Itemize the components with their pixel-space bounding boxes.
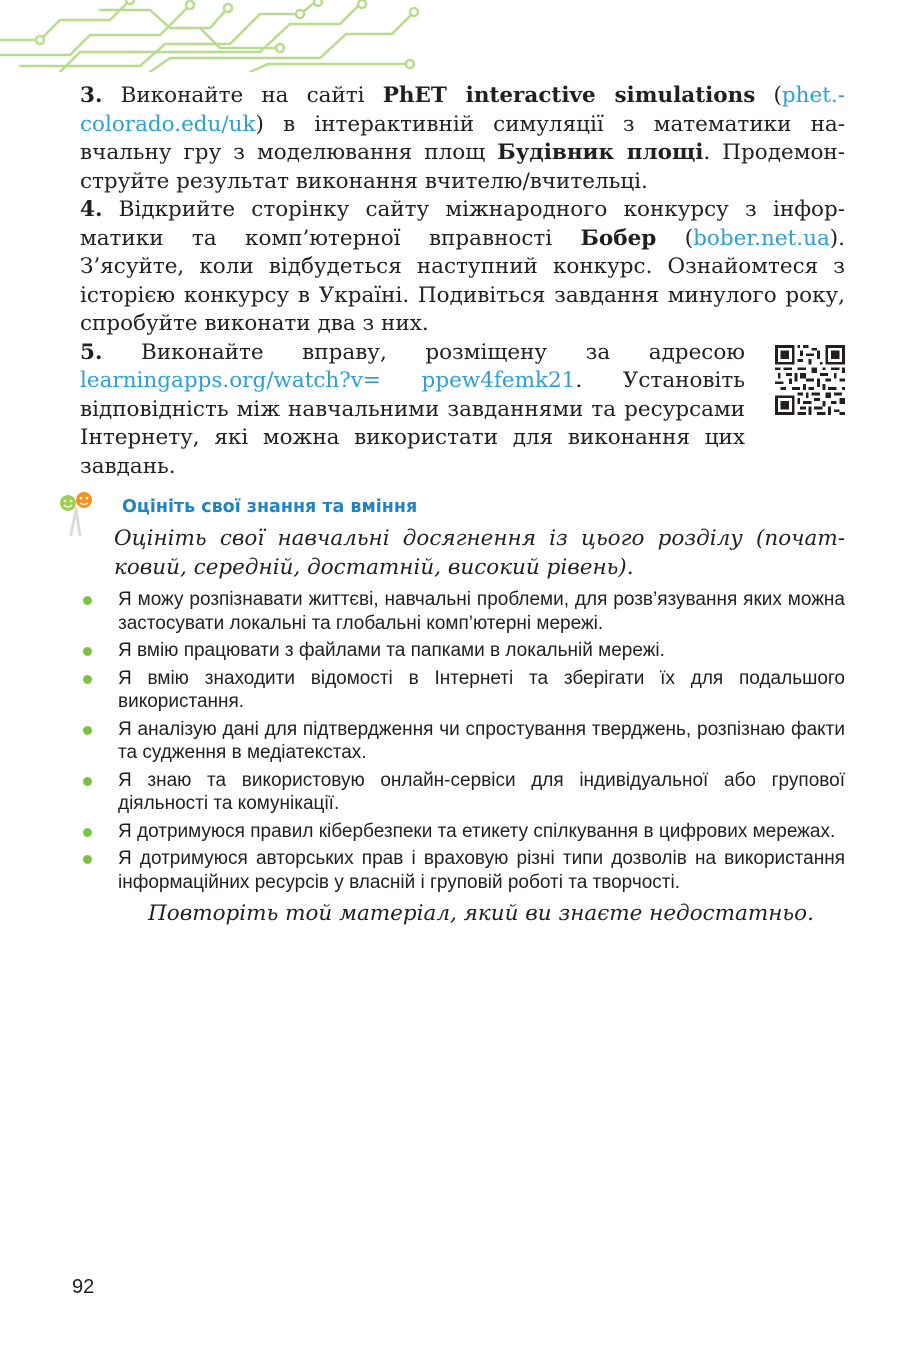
list-item-text: Я дотримуюся правил кібербезпеки та етикету спілкування в цифрових мережах. bbox=[118, 820, 836, 842]
bullet-icon bbox=[83, 828, 92, 837]
list-item bbox=[80, 588, 845, 635]
task-5 bbox=[80, 339, 745, 482]
list-item bbox=[80, 718, 845, 765]
list-item-text: Я вмію знаходити відомості в Інтернеті та зберігати їх для подальшого використання. bbox=[118, 667, 845, 712]
list-item bbox=[80, 769, 845, 816]
learningapps-link[interactable]: learningapps.org/watch?v= ppew4femk21 bbox=[80, 368, 576, 393]
bullet-icon bbox=[83, 647, 92, 656]
bullet-icon bbox=[83, 726, 92, 735]
task-number: 4. bbox=[80, 197, 103, 222]
bober-link[interactable]: bober.net.ua bbox=[693, 225, 830, 251]
list-item bbox=[80, 847, 845, 894]
phet-link[interactable]: phet.colorado.edu/uk bbox=[80, 83, 845, 137]
circuit-decoration-icon bbox=[0, 0, 430, 72]
contest-name: Бобер bbox=[580, 225, 657, 251]
task-text: . Установіть відповідність між навчальними завданнями та ресурсами Інтернету, які можна використати для виконання цих завдань. bbox=[80, 368, 745, 479]
assessment-heading bbox=[80, 495, 845, 525]
qr-code-icon[interactable] bbox=[775, 345, 845, 415]
game-name: Будівник площі bbox=[497, 140, 704, 165]
list-item bbox=[80, 667, 845, 714]
task-text: . Продемонструйте результат виконання вчителю/вчительці. bbox=[80, 140, 845, 194]
assessment-outro: Повторіть той матеріал, який ви знаєте недостатньо. bbox=[148, 901, 814, 926]
assessment-list bbox=[80, 588, 845, 894]
list-item bbox=[80, 639, 845, 663]
bullet-icon bbox=[83, 675, 92, 684]
bullet-icon bbox=[83, 777, 92, 786]
task-text: ( bbox=[755, 83, 782, 108]
task-text: ). З’ясуйте, коли відбудеться наступний конкурс. Ознайомтеся з історією конкурсу в Україні. Подивіться завдання минулого року, спробуйте виконати два з них. bbox=[80, 225, 845, 336]
bullet-icon bbox=[83, 855, 92, 864]
page-number: 92 bbox=[72, 1276, 95, 1298]
task-5-block bbox=[80, 339, 845, 482]
site-name: PhET interactive simulations bbox=[382, 83, 756, 108]
assessment-intro: Оцініть свої навчальні досягнення із цього розділу (початковий, середній, достатній, високий рівень). bbox=[114, 526, 845, 580]
task-text: ) в інтерактивній симуляції з математики навчальну гру з моделювання площ bbox=[80, 111, 845, 165]
list-item-text: Я можу розпізнавати життєві, навчальні проблеми, для розв’язування яких можна застосувати локальні та глобальні комп’ютерні мережі. bbox=[118, 589, 845, 634]
page-content bbox=[80, 82, 845, 929]
task-text: ( bbox=[656, 225, 694, 251]
task-text: Виконайте вправу, розміщену за адресою bbox=[102, 339, 745, 365]
task-3 bbox=[80, 82, 845, 196]
task-text: Виконайте на сайті bbox=[102, 83, 383, 108]
task-number: 3. bbox=[80, 83, 103, 108]
task-number: 5. bbox=[80, 339, 103, 365]
list-item-text: Я аналізую дані для підтвердження чи спростування тверджень, розпізнаю факти та судження в медіатекстах. bbox=[118, 718, 845, 763]
list-item-text: Я вмію працювати з файлами та папками в локальній мережі. bbox=[118, 640, 665, 661]
bullet-icon bbox=[83, 596, 92, 605]
list-item-text: Я знаю та використовую онлайн-сервіси для індивідуальної або групової діяльності та комунікації. bbox=[118, 769, 845, 814]
list-item bbox=[80, 820, 845, 844]
list-item-text: Я дотримуюся авторських прав і враховую різні типи дозволів на використання інформаційних ресурсів у власній і груповій роботі та творчості. bbox=[118, 848, 845, 893]
self-assessment-faces-icon bbox=[54, 491, 102, 537]
section-title: Оцініть свої знання та вміння bbox=[122, 497, 418, 517]
task-text: Відкрийте сторінку сайту міжнародного конкурсу з інформатики та комп’ютерної вправності bbox=[80, 197, 845, 251]
task-4 bbox=[80, 196, 845, 339]
